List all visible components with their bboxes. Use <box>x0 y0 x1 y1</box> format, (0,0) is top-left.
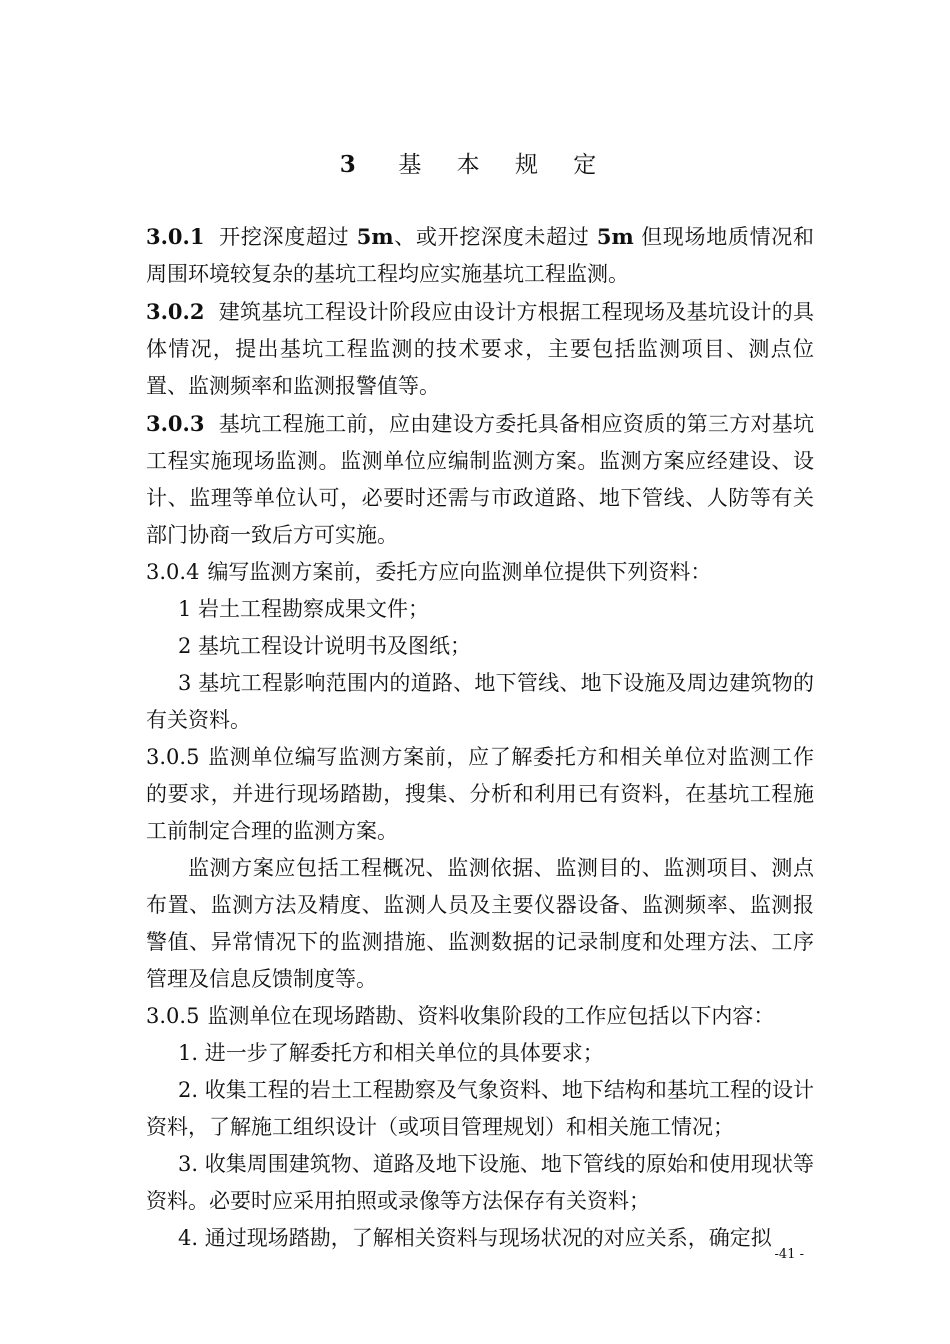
section-text: 监测单位在现场踏勘、资料收集阶段的工作应包括以下内容： <box>207 1004 775 1028</box>
section-label: 3.0.3 <box>146 411 205 436</box>
list-item: 1. 进一步了解委托方和相关单位的具体要求； <box>178 1041 604 1065</box>
section-label: 3.0.1 <box>146 224 205 249</box>
section-text: 、或开挖深度未超过 <box>393 225 597 249</box>
section-3-0-2 <box>146 293 814 405</box>
list-item: 2 基坑工程设计说明书及图纸； <box>178 634 472 658</box>
section-text: 编写监测方案前，委托方应向监测单位提供下列资料： <box>207 560 712 584</box>
list-item: 3 基坑工程影响范围内的道路、地下管线、地下设施及周边建筑物的有关资料。 <box>146 671 814 732</box>
section-3-0-1 <box>146 218 814 293</box>
bold-value: 5m <box>356 224 394 249</box>
section-label: 3.0.2 <box>146 299 205 324</box>
list-item: 3. 收集周围建筑物、道路及地下设施、地下管线的原始和使用现状等资料。必要时应采用拍照或录像等方法保存有关资料； <box>146 1152 814 1213</box>
section-text: 但现场地质情况和周围环境较复杂的基坑工程均应实施基坑工程监测。 <box>146 225 814 286</box>
section-text: 监测单位编写监测方案前，应了解委托方和相关单位对监测工作的要求，并进行现场踏勘，搜集、分析和利用已有资料，在基坑工程施工前制定合理的监测方案。 <box>146 745 814 843</box>
list-item: 2. 收集工程的岩土工程勘察及气象资料、地下结构和基坑工程的设计资料，了解施工组织设计（或项目管理规划）和相关施工情况； <box>146 1078 814 1139</box>
section-label: 3.0.5 <box>146 745 200 769</box>
section-paragraph: 监测方案应包括工程概况、监测依据、监测目的、监测项目、测点布置、监测方法及精度、监测人员及主要仪器设备、监测频率、监测报警值、异常情况下的监测措施、监测数据的记录制度和处理方法、工序管理及信息反馈制度等。 <box>146 856 814 991</box>
section-3-0-5-a <box>146 739 814 850</box>
section-text: 基坑工程施工前，应由建设方委托具备相应资质的第三方对基坑工程实施现场监测。监测单位应编制监测方案。监测方案应经建设、设计、监理等单位认可，必要时还需与市政道路、地下管线、人防等有关部门协商一致后方可实施。 <box>146 412 814 547</box>
section-3-0-5-b <box>146 998 814 1035</box>
chapter-number: 3 <box>339 151 356 178</box>
section-label: 3.0.4 <box>146 560 200 584</box>
chapter-title: 基 本 规 定 <box>398 152 611 178</box>
section-text: 开挖深度超过 <box>218 225 357 249</box>
section-label: 3.0.5 <box>146 1004 200 1028</box>
section-3-0-4 <box>146 554 814 591</box>
bold-value: 5m <box>596 224 634 249</box>
chapter-heading <box>0 145 950 185</box>
section-3-0-3 <box>146 405 814 554</box>
section-text: 建筑基坑工程设计阶段应由设计方根据工程现场及基坑设计的具体情况，提出基坑工程监测的技术要求，主要包括监测项目、测点位置、监测频率和监测报警值等。 <box>146 300 814 398</box>
page-number: -41 - <box>774 1247 804 1262</box>
list-item: 1 岩土工程勘察成果文件； <box>178 597 430 621</box>
list-item: 4. 通过现场踏勘，了解相关资料与现场状况的对应关系，确定拟 <box>178 1226 772 1250</box>
document-body <box>146 218 814 1257</box>
